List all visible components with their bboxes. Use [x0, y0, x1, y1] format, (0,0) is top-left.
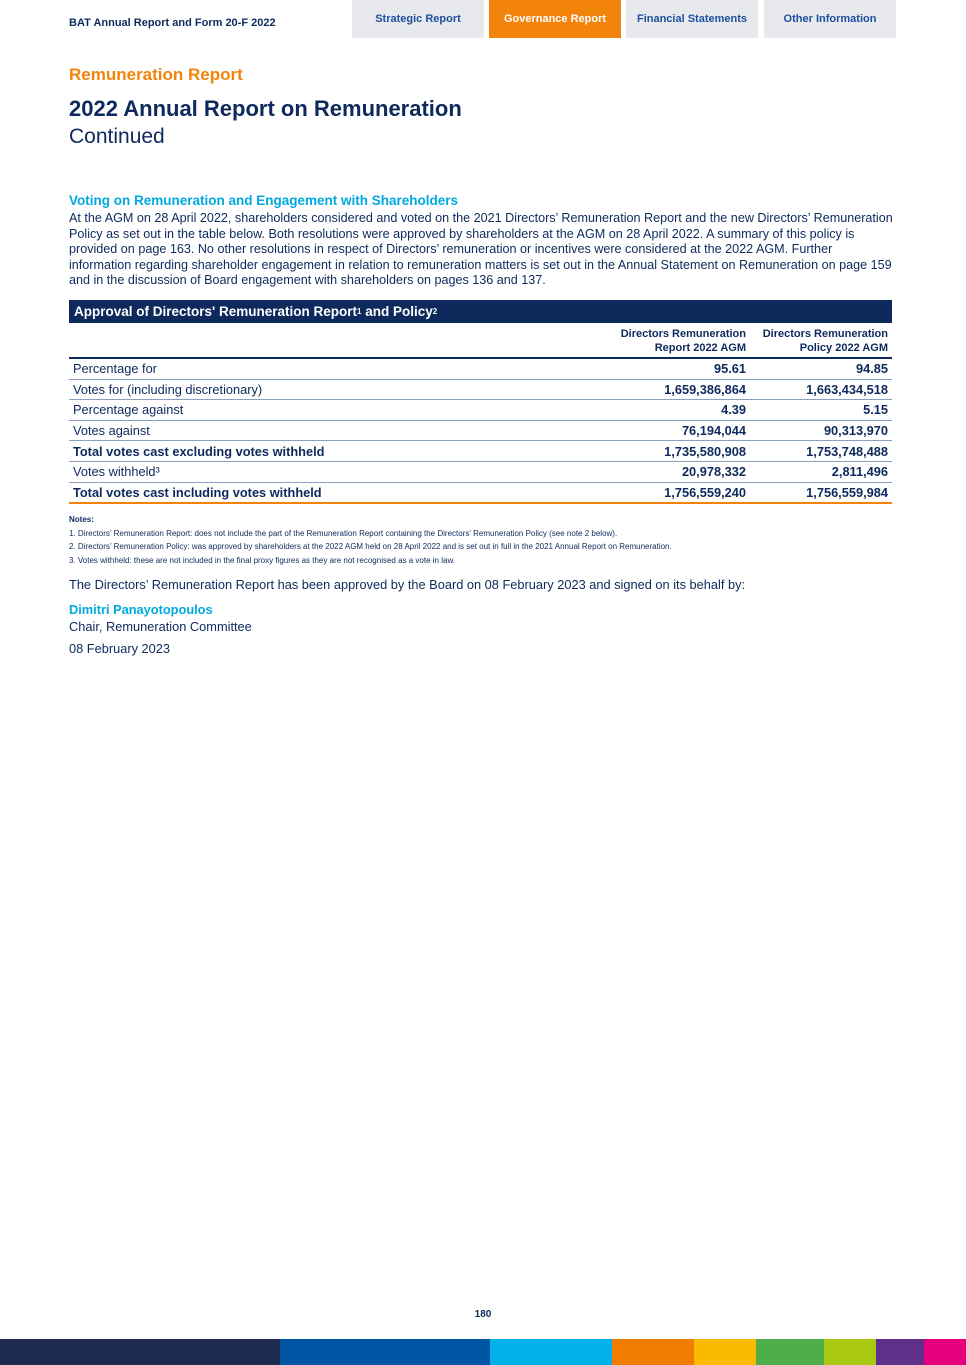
row-label: Total votes cast excluding votes withheld	[69, 441, 606, 462]
banner-text-b: and Policy	[361, 304, 433, 319]
votes-table	[69, 323, 892, 504]
page-title: 2022 Annual Report on Remuneration	[69, 96, 462, 121]
report-value: 95.61	[606, 358, 750, 379]
policy-value: 90,313,970	[750, 420, 892, 441]
policy-value: 1,753,748,488	[750, 441, 892, 462]
report-value: 1,735,580,908	[606, 441, 750, 462]
tab-strategic-report[interactable]: Strategic Report	[352, 0, 484, 38]
approval-table	[69, 300, 892, 504]
voting-body: At the AGM on 28 April 2022, shareholders considered and voted on the 2021 Directors’ Remuneration Report and the new Directors’ Remuneration Policy as set out in the table below. Both resolutions were approved by shareholders at the AGM on 28 April 2022. A summary of this policy is provided on page 163. No other resolutions in respect of Directors’ remuneration or incentives were considered at the 2022 AGM. Further information regarding shareholder engagement in relation to remuneration matters is set out in the Annual Statement on Remuneration on page 159 and in the discussion of Board engagement with shareholders on pages 136 and 137.	[69, 211, 893, 288]
notes-title: Notes:	[69, 515, 94, 524]
policy-header-line1: Directors Remuneration	[762, 328, 888, 340]
report-value: 76,194,044	[606, 420, 750, 441]
row-label: Votes withheld³	[69, 461, 606, 482]
brand-stripe-segment	[824, 1339, 876, 1365]
policy-value: 2,811,496	[750, 461, 892, 482]
table-row	[69, 400, 892, 421]
banner-footnote-1: 1	[357, 307, 362, 316]
policy-value: 1,756,559,984	[750, 482, 892, 503]
report-value: 4.39	[606, 400, 750, 421]
report-value: 1,756,559,240	[606, 482, 750, 503]
policy-header-line2: Policy 2022 AGM	[799, 342, 888, 354]
report-value: 20,978,332	[606, 461, 750, 482]
document-title: BAT Annual Report and Form 20-F 2022	[69, 17, 276, 29]
row-label: Votes for (including discretionary)	[69, 379, 606, 400]
note-item: 2. Directors’ Remuneration Policy: was approved by shareholders at the 2022 AGM held on 28 April 2022 and is set out in full in the 2021 Annual Report on Remuneration.	[69, 542, 672, 551]
row-label: Total votes cast including votes withheld	[69, 482, 606, 503]
table-row-total	[69, 482, 892, 503]
brand-stripe-segment	[612, 1339, 694, 1365]
row-label: Percentage against	[69, 400, 606, 421]
brand-stripe-segment	[876, 1339, 924, 1365]
signer-role: Chair, Remuneration Committee	[69, 619, 252, 634]
report-value: 1,659,386,864	[606, 379, 750, 400]
tab-other-information[interactable]: Other Information	[764, 0, 896, 38]
row-label: Percentage for	[69, 358, 606, 379]
tab-governance-report[interactable]: Governance Report	[489, 0, 621, 38]
notes	[69, 513, 869, 567]
signer-name: Dimitri Panayotopoulos	[69, 602, 213, 617]
tab-financial-statements[interactable]: Financial Statements	[626, 0, 758, 38]
page-number: 180	[474, 1309, 492, 1320]
table-row	[69, 358, 892, 379]
note-item: 3. Votes withheld: these are not included in the final proxy figures as they are not recognised as a vote in law.	[69, 555, 456, 565]
brand-stripe-segment	[694, 1339, 756, 1365]
page-subtitle: Continued	[69, 125, 165, 148]
brand-stripe-segment	[0, 1339, 280, 1365]
brand-stripe-segment	[924, 1339, 966, 1365]
brand-stripe-segment	[280, 1339, 490, 1365]
table-row	[69, 461, 892, 482]
banner-text-a: Approval of Directors' Remuneration Report	[74, 304, 357, 319]
section-kicker: Remuneration Report	[69, 65, 243, 84]
column-header-row	[69, 323, 892, 358]
signature-date: 08 February 2023	[69, 641, 171, 656]
report-header-line1: Directors Remuneration	[620, 328, 746, 340]
banner-footnote-2: 2	[432, 307, 438, 316]
policy-value: 94.85	[750, 358, 892, 379]
brand-stripe-segment	[490, 1339, 612, 1365]
brand-stripe-segment	[756, 1339, 824, 1365]
table-row	[69, 379, 892, 400]
label-header	[69, 323, 606, 358]
table-row	[69, 420, 892, 441]
policy-column-header	[750, 323, 892, 358]
policy-value: 1,663,434,518	[750, 379, 892, 400]
table-banner	[69, 300, 892, 323]
row-label: Votes against	[69, 420, 606, 441]
table-row-total	[69, 441, 892, 462]
report-header-line2: Report 2022 AGM	[654, 342, 746, 354]
note-item: 1. Directors’ Remuneration Report: does not include the part of the Remuneration Report containing the Directors' Remuneration Policy (see note 2 below).	[69, 528, 618, 538]
report-column-header	[606, 323, 750, 358]
policy-value: 5.15	[750, 400, 892, 421]
approval-statement: The Directors’ Remuneration Report has been approved by the Board on 08 February 2023 and signed on its behalf by:	[69, 577, 746, 592]
voting-heading: Voting on Remuneration and Engagement with Shareholders	[69, 193, 459, 208]
